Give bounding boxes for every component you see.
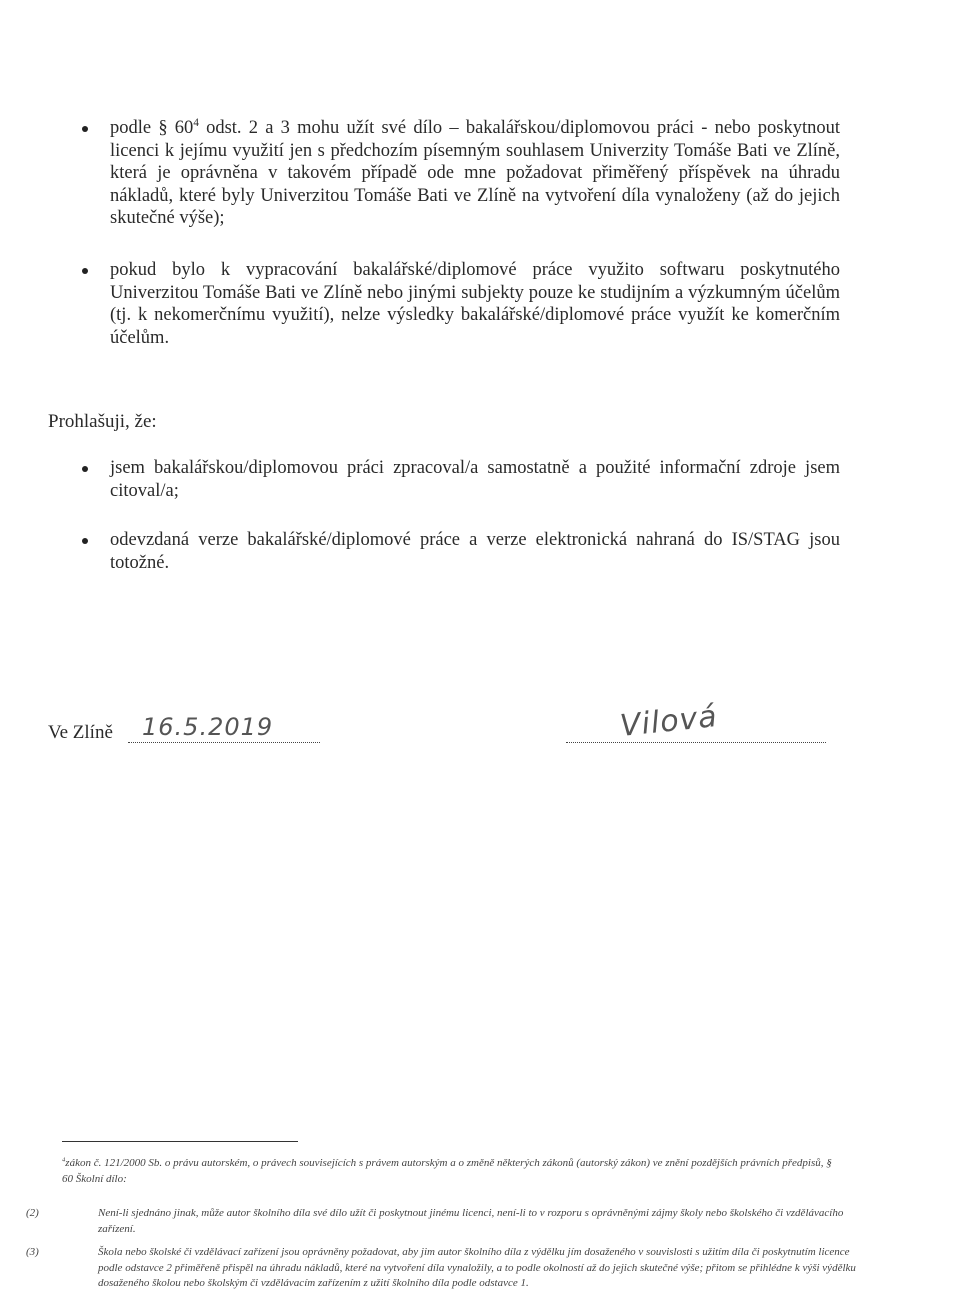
footnote-main (62, 1156, 840, 1187)
bullet-item-independent (110, 457, 840, 502)
signature-line (566, 742, 826, 743)
footnote-paragraph-number: (2) (26, 1207, 39, 1219)
bullet-icon (82, 126, 88, 132)
bullet-icon (82, 466, 88, 472)
footnote-paragraph-2 (26, 1206, 876, 1237)
footnote-paragraph-text: Není-li sjednáno jinak, může autor školního díla své dílo užít či poskytnout jinému licenci, není-li to v rozporu s oprávněnými zájmy školy nebo školského či vzdělávacího zařízení. (98, 1207, 844, 1235)
bullet-item-software (110, 259, 840, 349)
declaration-heading: Prohlašuji, že: (48, 411, 157, 432)
footnote-text: zákon č. 121/2000 Sb. o právu autorském, o právech souvisejících s právem autorským a o změně některých zákonů (autorský zákon) ve znění pozdějších právních předpisů, § 60 Školní dílo: (62, 1157, 832, 1185)
footnote-separator (62, 1141, 298, 1142)
footnote-paragraph-text: Škola nebo školské či vzdělávací zařízení jsou oprávněny požadovat, aby jim autor školního díla z výdělku jím dosaženého v souvislosti s užitím díla či poskytnutím licence podle odstavce 2 přiměřeně přispěl na úhradu nákladů, které na vytvoření díla vynaložily, a to podle okolností až do jejich skutečné výše; přitom se přihlédne k výši výdělku dosaženého školou nebo školským či vzdělávacím zařízením z užití školního díla podle odstavce 1. (98, 1246, 856, 1289)
footnote-paragraph-3 (26, 1245, 876, 1292)
footnote-paragraph-number: (3) (26, 1246, 39, 1258)
handwritten-date: 16.5.2019 (142, 713, 274, 741)
bullet-icon (82, 268, 88, 274)
footnote-marker: 4 (62, 1156, 66, 1164)
date-line (128, 742, 320, 743)
bullet-icon (82, 538, 88, 544)
handwritten-signature: Vilová (618, 698, 720, 745)
bullet-text: jsem bakalářskou/diplomovou práci zpracoval/a samostatně a použité informační zdroje jsem citoval/a; (110, 458, 840, 501)
bullet-item-license (110, 117, 840, 230)
bullet-text: podle § $60^4$ odst. 2 a 3 mohu užít své dílo – bakalářskou/diplomovou práci - nebo poskytnout licenci k jejímu využití jen s předchozím písemným souhlasem Univerzity Tomáše Bati ve Zlíně, která je oprávněna v takovém případě ode mne požadovat přiměřený příspěvek na úhradu nákladů, které byly Univerzitou Tomáše Bati ve Zlíně na vytvoření díla vynaloženy (až do jejich skutečné výše); (110, 116, 841, 228)
bullet-text: pokud bylo k vypracování bakalářské/diplomové práce využito softwaru poskytnutého Univerzitou Tomáše Bati ve Zlíně nebo jinými subjekty pouze ke studijním a výzkumným účelům (tj. k nekomerčnímu využití), nelze výsledky bakalářské/diplomové práce využít ke komerčním účelům. (110, 260, 840, 348)
bullet-item-versions (110, 529, 840, 574)
bullet-text: odevzdaná verze bakalářské/diplomové práce a verze elektronická nahraná do IS/STAG jsou totožné. (110, 530, 840, 573)
place-label: Ve Zlíně (48, 722, 113, 743)
